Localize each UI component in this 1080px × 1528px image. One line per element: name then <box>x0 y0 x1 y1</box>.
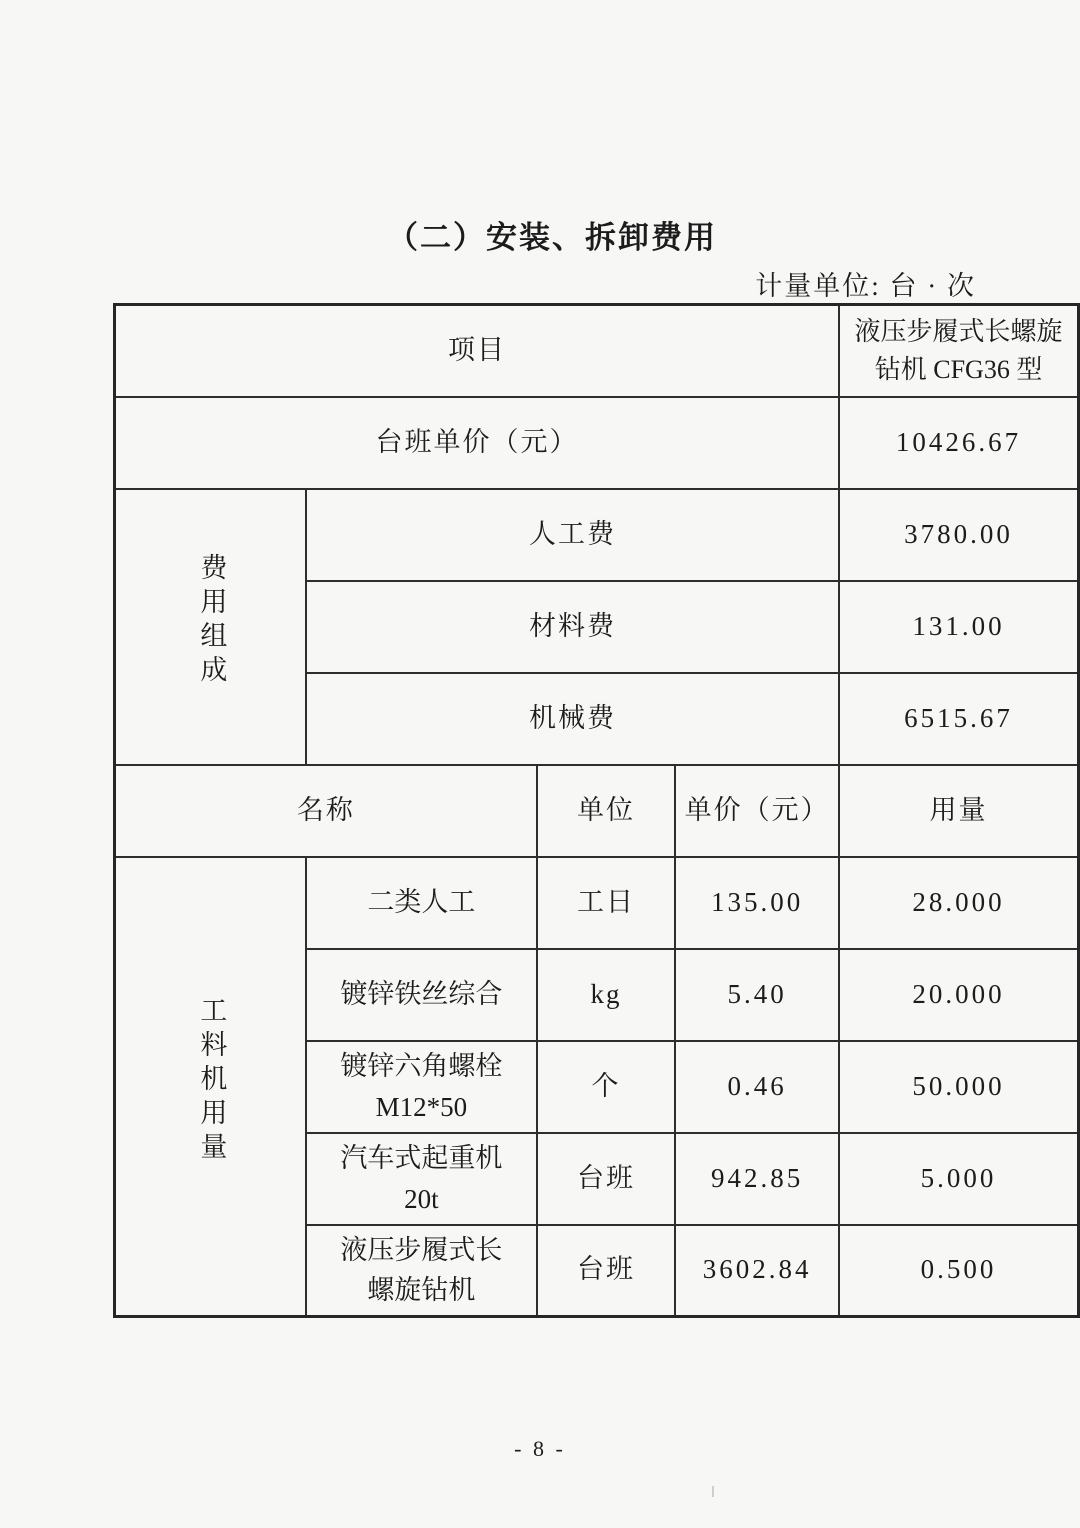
usage-price-cell: 3602.84 <box>675 1225 839 1317</box>
cost-composition-group-cell <box>115 489 306 765</box>
usage-header-qty-cell: 用量 <box>839 765 1078 857</box>
usage-unit-cell: 工日 <box>537 857 676 949</box>
table-row-unit-price <box>115 397 1079 489</box>
usage-name-cell: 二类人工 <box>306 857 537 949</box>
usage-price-cell: 5.40 <box>675 949 839 1041</box>
machinery-cost-label-cell: 机械费 <box>306 673 839 765</box>
usage-unit-cell: 台班 <box>537 1133 676 1225</box>
table-row-usage-header <box>115 765 1079 857</box>
usage-unit-cell: 台班 <box>537 1225 676 1317</box>
usage-qty-cell: 0.500 <box>839 1225 1078 1317</box>
usage-group-label: 工料机用量 <box>196 995 227 1166</box>
table-row-header <box>115 305 1079 397</box>
usage-group-cell <box>115 857 306 1317</box>
machinery-cost-value-cell: 6515.67 <box>839 673 1078 765</box>
usage-qty-cell: 50.000 <box>839 1041 1078 1133</box>
page-number: - 8 - <box>514 1436 566 1461</box>
cost-composition-group-label: 费用组成 <box>196 553 227 690</box>
usage-header-price-cell: 单价（元） <box>675 765 839 857</box>
usage-qty-cell: 20.000 <box>839 949 1078 1041</box>
usage-price-cell: 942.85 <box>675 1133 839 1225</box>
labor-cost-label-cell: 人工费 <box>306 489 839 581</box>
usage-name-cell: 镀锌铁丝综合 <box>306 949 537 1041</box>
measure-unit-note: 计量单位: 台 · 次 <box>755 271 976 301</box>
usage-price-cell: 135.00 <box>675 857 839 949</box>
usage-name-cell: 液压步履式长螺旋钻机 <box>306 1225 537 1317</box>
material-cost-label-cell: 材料费 <box>306 581 839 673</box>
item-header-cell: 项目 <box>115 305 840 397</box>
usage-header-name-cell: 名称 <box>115 765 537 857</box>
usage-name-cell: 镀锌六角螺栓 M12*50 <box>306 1041 537 1133</box>
page-title: （二）安装、拆卸费用 <box>387 220 717 255</box>
unit-price-value-cell: 10426.67 <box>839 397 1078 489</box>
table-row-labor-cost <box>115 489 1079 581</box>
usage-name-cell: 汽车式起重机 20t <box>306 1133 537 1225</box>
usage-unit-cell: kg <box>537 949 676 1041</box>
usage-price-cell: 0.46 <box>675 1041 839 1133</box>
usage-qty-cell: 28.000 <box>839 857 1078 949</box>
usage-qty-cell: 5.000 <box>839 1133 1078 1225</box>
labor-cost-value-cell: 3780.00 <box>839 489 1078 581</box>
material-cost-value-cell: 131.00 <box>839 581 1078 673</box>
machine-name-cell: 液压步履式长螺旋钻机 CFG36 型 <box>839 305 1078 397</box>
usage-header-unit-cell: 单位 <box>537 765 676 857</box>
unit-price-label-cell: 台班单价（元） <box>115 397 840 489</box>
table-row-usage-1 <box>115 857 1079 949</box>
cost-table <box>113 303 1080 1318</box>
usage-unit-cell: 个 <box>537 1041 676 1133</box>
scan-artifact-mark <box>712 1486 714 1497</box>
